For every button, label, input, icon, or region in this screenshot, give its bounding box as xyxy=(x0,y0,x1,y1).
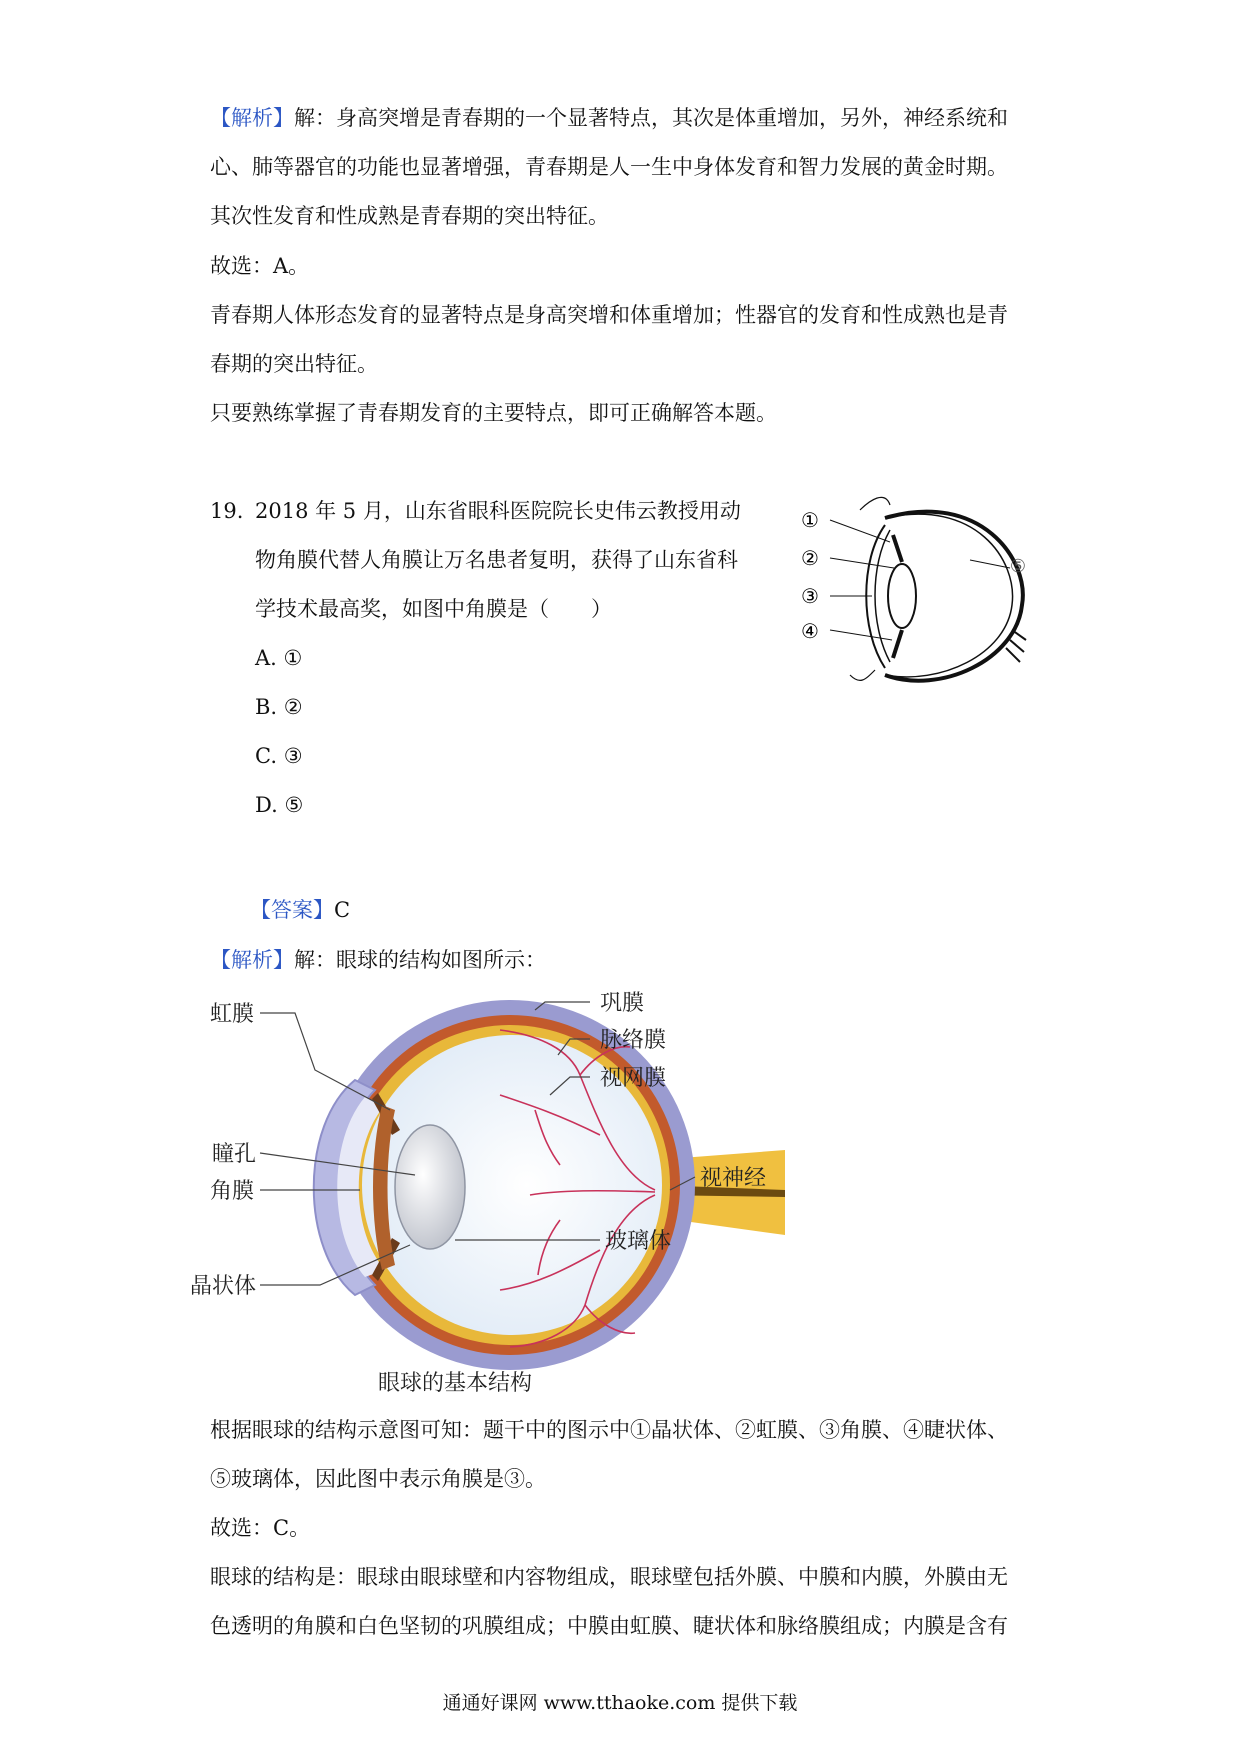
analysis-line-2: 心、肺等器官的功能也显著增强，青春期是人一生中身体发育和智力发展的黄金时期。 xyxy=(210,155,1008,179)
question-line-2: 物角膜代替人角膜让万名患者复明，获得了山东省科 xyxy=(255,548,738,572)
label-pupil: 瞳孔 xyxy=(212,1142,257,1167)
option-a: A. ① xyxy=(255,646,303,670)
label-retina: 视网膜 xyxy=(600,1066,667,1091)
figure-label-4: ④ xyxy=(801,619,819,643)
page-footer: 通通好课网 www.tthaoke.com 提供下载 xyxy=(442,1692,798,1714)
label-vitreous: 玻璃体 xyxy=(605,1229,672,1254)
analysis2-text: 解：眼球的结构如图所示： xyxy=(294,948,546,972)
note-line-3: 只要熟练掌握了青春期发育的主要特点，即可正确解答本题。 xyxy=(210,401,777,425)
analysis2-line-1 xyxy=(210,945,546,975)
question-line-1: 2018 年 5 月，山东省眼科医院院长史伟云教授用动 xyxy=(255,499,741,523)
question-number: 19. xyxy=(210,499,244,523)
analysis2-line-3: ⑤玻璃体，因此图中表示角膜是③。 xyxy=(210,1467,546,1491)
eye-structure-figure xyxy=(190,985,880,1400)
figure-label-1: ① xyxy=(801,508,819,532)
option-d: D. ⑤ xyxy=(255,793,304,817)
analysis2-tag: 【解析】 xyxy=(210,948,294,972)
analysis2-line-5: 色透明的角膜和白色坚韧的巩膜组成；中膜由虹膜、睫状体和脉络膜组成；内膜是含有 xyxy=(210,1614,1008,1638)
note-line-2: 春期的突出特征。 xyxy=(210,352,378,376)
label-cornea: 角膜 xyxy=(210,1179,255,1204)
analysis-tag: 【解析】 xyxy=(210,106,294,130)
question-line-3: 学技术最高奖，如图中角膜是（ ） xyxy=(255,597,612,621)
label-sclera: 巩膜 xyxy=(600,991,645,1016)
figure-label-3: ③ xyxy=(801,584,819,608)
figure-label-2: ② xyxy=(801,546,819,570)
option-b: B. ② xyxy=(255,695,303,719)
analysis-line-1 xyxy=(210,103,1008,133)
analysis-line-3: 其次性发育和性成熟是青春期的突出特征。 xyxy=(210,204,609,228)
answer-tag: 【答案】 xyxy=(250,898,334,922)
label-choroid: 脉络膜 xyxy=(600,1028,667,1053)
question-eye-figure xyxy=(790,490,1030,690)
analysis2-line-2: 根据眼球的结构示意图可知：题干中的图示中①晶状体、②虹膜、③角膜、④睫状体、 xyxy=(210,1418,1008,1442)
analysis-text: 解：身高突增是青春期的一个显著特点，其次是体重增加，另外，神经系统和 xyxy=(294,106,1008,130)
label-iris: 虹膜 xyxy=(210,1002,255,1027)
answer-choice-1: 故选：A。 xyxy=(210,254,310,278)
answer-value: C xyxy=(334,898,351,922)
option-c: C. ③ xyxy=(255,744,303,768)
label-optic-nerve: 视神经 xyxy=(700,1166,767,1191)
answer-choice-2: 故选：C。 xyxy=(210,1516,311,1540)
figure-caption: 眼球的基本结构 xyxy=(377,1371,533,1396)
analysis2-line-4: 眼球的结构是：眼球由眼球壁和内容物组成，眼球壁包括外膜、中膜和内膜，外膜由无 xyxy=(210,1565,1008,1589)
note-line-1: 青春期人体形态发育的显著特点是身高突增和体重增加；性器官的发育和性成熟也是青 xyxy=(210,303,1008,327)
label-lens: 晶状体 xyxy=(190,1274,257,1299)
figure-label-5: ⑤ xyxy=(1009,556,1027,577)
answer-line xyxy=(250,895,350,925)
